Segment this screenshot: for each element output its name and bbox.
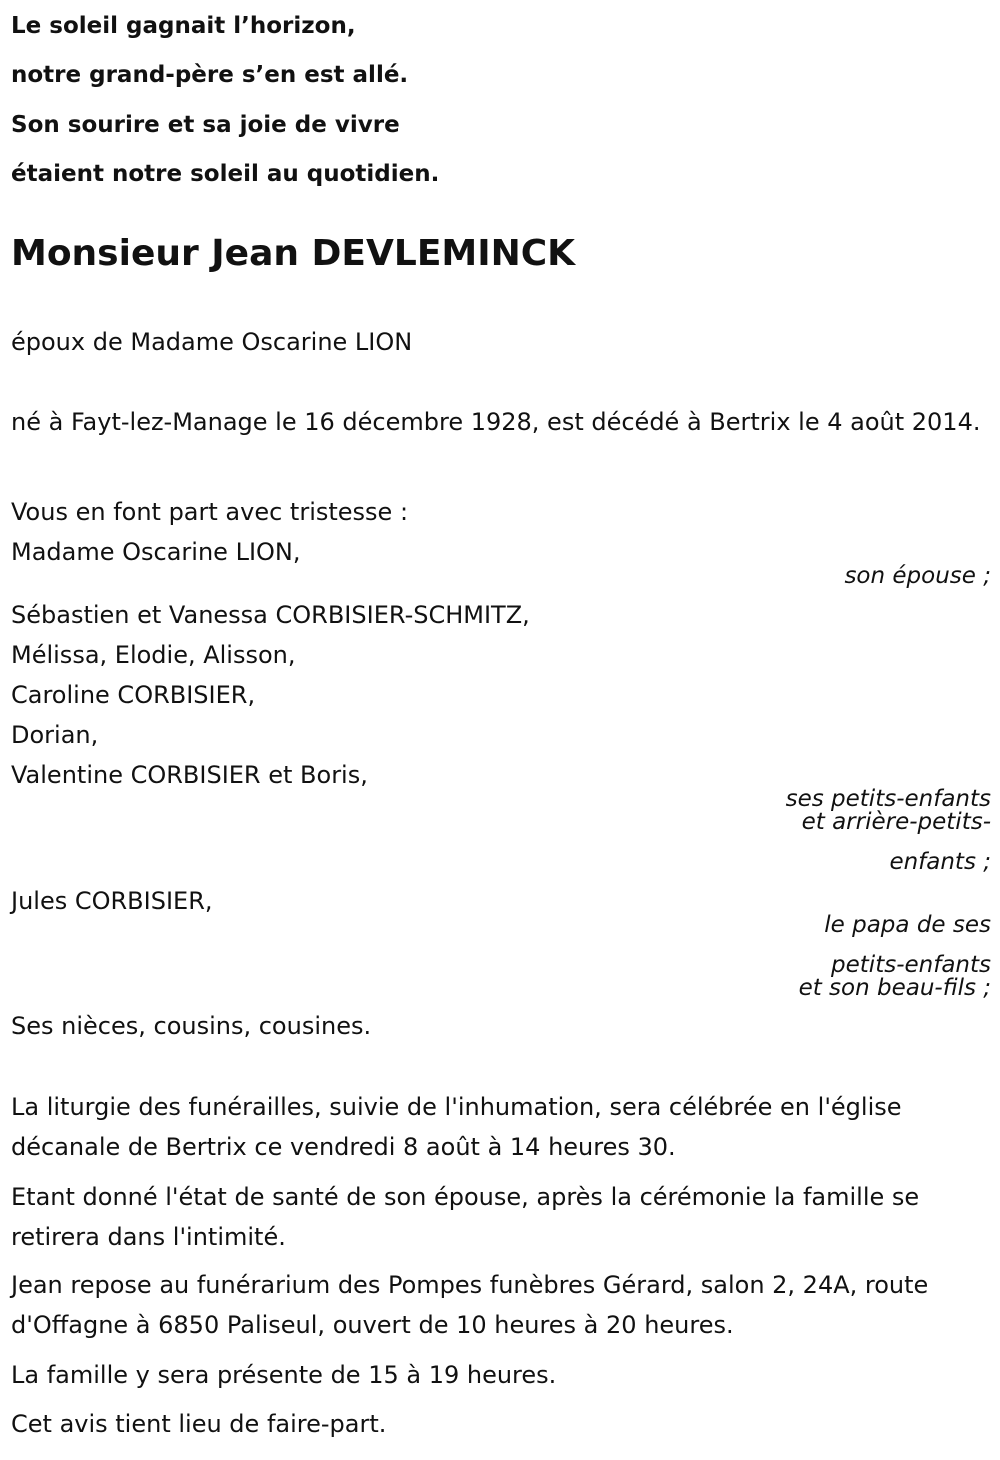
grandchildren-relation-line-3: enfants ; bbox=[889, 849, 991, 875]
grandchildren-relation-line-1: ses petits-enfants bbox=[785, 786, 991, 812]
intimacy-paragraph: Etant donné l'état de santé de son épouse, après la cérémonie la famille se retirera dans l'intimité. bbox=[11, 1183, 920, 1251]
jules-relation-line-1: le papa de ses bbox=[824, 912, 991, 938]
poem-line-3: Son sourire et sa joie de vivre bbox=[11, 112, 400, 138]
birth-death-line: né à Fayt-lez-Manage le 16 décembre 1928, est décédé à Bertrix le 4 août 2014. bbox=[11, 408, 981, 436]
jules-relation-line-2: petits-enfants bbox=[831, 952, 991, 978]
grandchildren-relation-line-2: et arrière-petits- bbox=[801, 809, 991, 835]
funerarium-paragraph: Jean repose au funérarium des Pompes funèbres Gérard, salon 2, 24A, route d'Offagne à 6850 Paliseul, ouvert de 10 heures à 20 heures. bbox=[11, 1271, 929, 1339]
grandchild-line: Sébastien et Vanessa CORBISIER-SCHMITZ, bbox=[11, 601, 530, 629]
others-line: Ses nièces, cousins, cousines. bbox=[11, 1012, 372, 1040]
grandchild-line: Caroline CORBISIER, bbox=[11, 681, 256, 709]
jules-name: Jules CORBISIER, bbox=[11, 887, 213, 915]
deceased-name: Monsieur Jean DEVLEMINCK bbox=[11, 233, 576, 274]
grandchild-line: Valentine CORBISIER et Boris, bbox=[11, 761, 368, 789]
liturgy-paragraph: La liturgie des funérailles, suivie de l'inhumation, sera célébrée en l'église décanale de Bertrix ce vendredi 8 août à 14 heures 30. bbox=[11, 1093, 902, 1161]
spouse-name: Madame Oscarine LION, bbox=[11, 538, 301, 566]
presence-line: La famille y sera présente de 15 à 19 heures. bbox=[11, 1361, 557, 1389]
grandchild-line: Dorian, bbox=[11, 721, 99, 749]
poem-line-4: étaient notre soleil au quotidien. bbox=[11, 161, 440, 187]
spouse-relation: son épouse ; bbox=[844, 563, 991, 589]
poem-line-1: Le soleil gagnait l’horizon, bbox=[11, 13, 356, 39]
spouse-line: époux de Madame Oscarine LION bbox=[11, 328, 413, 356]
notice-line: Cet avis tient lieu de faire-part. bbox=[11, 1410, 387, 1438]
grandchild-line: Mélissa, Elodie, Alisson, bbox=[11, 641, 296, 669]
poem-line-2: notre grand-père s’en est allé. bbox=[11, 62, 409, 88]
announcement-intro: Vous en font part avec tristesse : bbox=[11, 498, 409, 526]
jules-relation-line-3: et son beau-fils ; bbox=[798, 975, 991, 1001]
